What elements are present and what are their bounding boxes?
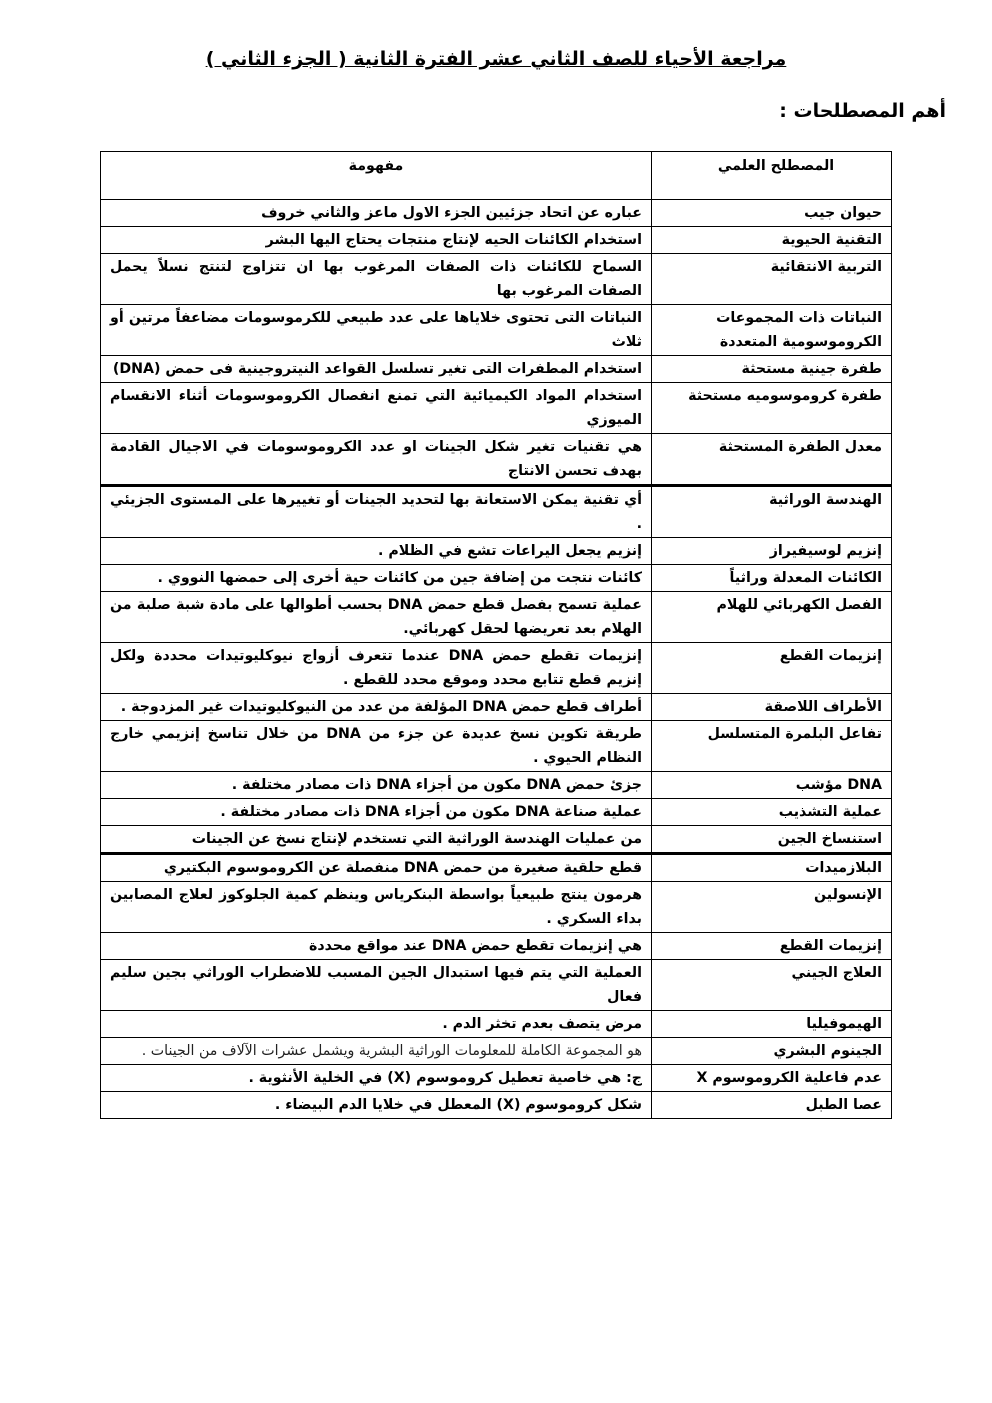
definition-cell: أي تقنية يمكن الاستعانة بها لتحديد الجينات أو تغييرها على المستوى الجزيئي . [101,486,652,538]
table-row [101,854,892,882]
table-row [101,305,892,356]
definition-cell: استخدام المواد الكيميائية التي تمنع انفصال الكروموسومات أثناء الانقسام الميوزي [101,383,652,434]
table-row [101,643,892,694]
section-heading: أهم المصطلحات : [779,100,946,122]
term-cell: الكائنات المعدلة وراثياً [652,565,892,592]
table-row [101,933,892,960]
definition-cell: هي تقنيات تغير شكل الجينات او عدد الكروموسومات في الاجيال القادمة بهدف تحسن الانتاج [101,434,652,486]
term-cell: طفرة كروموسوميه مستحثة [652,383,892,434]
table-row [101,826,892,854]
table-row [101,1092,892,1119]
definition-cell: شكل كروموسوم (X) المعطل في خلايا الدم البيضاء . [101,1092,652,1119]
term-cell: الإنسولين [652,882,892,933]
definition-cell: استخدام المطفرات التى تغير تسلسل القواعد النيتروجينية فى حمض (DNA) [101,356,652,383]
term-cell: الهيموفيليا [652,1011,892,1038]
term-cell: التربية الانتقائية [652,254,892,305]
term-cell: الجينوم البشري [652,1038,892,1065]
term-cell: الأطراف اللاصقة [652,694,892,721]
definition-cell: جزئ حمض DNA مكون من أجزاء DNA ذات مصادر مختلفة . [101,772,652,799]
definition-cell: مرض يتصف بعدم تخثر الدم . [101,1011,652,1038]
definition-cell: أطراف قطع حمض DNA المؤلفة من عدد من النيوكليوتيدات غير المزدوجة . [101,694,652,721]
table-row [101,227,892,254]
definition-cell: إنزيم يجعل اليراعات تشع في الظلام . [101,538,652,565]
table-row [101,1065,892,1092]
term-cell: استنساخ الجين [652,826,892,854]
term-cell: DNA مؤشب [652,772,892,799]
definition-cell: طريقة تكوين نسخ عديدة عن جزء من DNA من خلال تناسخ إنزيمي خارج النظام الحيوي . [101,721,652,772]
term-cell: الفصل الكهربائي للهلام [652,592,892,643]
definition-cell: من عمليات الهندسة الوراثية التي تستخدم لإنتاج نسخ عن الجينات [101,826,652,854]
table-row [101,200,892,227]
table-row [101,592,892,643]
term-cell: إنزيم لوسيفيراز [652,538,892,565]
table-row [101,721,892,772]
term-cell: العلاج الجيني [652,960,892,1011]
term-cell: التقنية الحيوية [652,227,892,254]
table-row [101,383,892,434]
term-cell: إنزيمات القطع [652,643,892,694]
header-definition: مفهومة [101,152,652,200]
term-cell: معدل الطفرة المستحثة [652,434,892,486]
table-row [101,538,892,565]
term-cell: النباتات ذات المجموعات الكروموسومية المتعددة [652,305,892,356]
term-cell: عدم فاعلية الكروموسوم X [652,1065,892,1092]
term-cell: طفرة جينية مستحثة [652,356,892,383]
table-row [101,254,892,305]
table-row [101,694,892,721]
definition-cell: عملية صناعة DNA مكون من أجزاء DNA ذات مصادر مختلفة . [101,799,652,826]
table-row [101,1011,892,1038]
table-header-row [101,152,892,200]
definition-cell: عباره عن اتحاد جزئيين الجزء الاول ماعز والثاني خروف [101,200,652,227]
definition-cell: العملية التي يتم فيها استبدال الجين المسبب للاضطراب الوراثي بجين سليم فعال [101,960,652,1011]
term-cell: إنزيمات القطع [652,933,892,960]
definition-cell: استخدام الكائنات الحيه لإنتاج منتجات يحتاج اليها البشر [101,227,652,254]
definition-cell: هي إنزيمات تقطع حمض DNA عند مواقع محددة [101,933,652,960]
definition-cell: السماح للكائنات ذات الصفات المرغوب بها ان تتزاوج لتنتج نسلاً يحمل الصفات المرغوب بها [101,254,652,305]
definition-cell: هرمون ينتج طبيعياً بواسطة البنكرياس وينظم كمية الجلوكوز لعلاج المصابين بداء السكري . [101,882,652,933]
table-row [101,565,892,592]
term-cell: عصا الطبل [652,1092,892,1119]
term-cell: تفاعل البلمرة المتسلسل [652,721,892,772]
page-title: مراجعة الأحياء للصف الثاني عشر الفترة الثانية ( الجزء الثاني ) [205,48,787,70]
term-cell: عملية التشذيب [652,799,892,826]
terms-table [100,151,892,1119]
table-row [101,486,892,538]
term-cell: حيوان جيب [652,200,892,227]
definition-cell: هو المجموعة الكاملة للمعلومات الوراثية البشرية ويشمل عشرات الآلاف من الجينات . [101,1038,652,1065]
term-cell: الهندسة الوراثية [652,486,892,538]
table-row [101,1038,892,1065]
definition-cell: قطع حلقية صغيرة من حمض DNA منفصلة عن الكروموسوم البكتيري [101,854,652,882]
table-row [101,882,892,933]
table-row [101,356,892,383]
definition-cell: ج: هي خاصية تعطيل كروموسوم (X) في الخلية الأنثوية . [101,1065,652,1092]
table-row [101,799,892,826]
table-row [101,960,892,1011]
definition-cell: كائنات نتجت من إضافة جين من كائنات حية أخرى إلى حمضها النووي . [101,565,652,592]
header-term: المصطلح العلمي [652,152,892,200]
definition-cell: إنزيمات تقطع حمض DNA عندما تتعرف أزواج نيوكليوتيدات محددة ولكل إنزيم قطع تتابع محدد وموقع محدد للقطع . [101,643,652,694]
definition-cell: عملية تسمح بفصل قطع حمض DNA بحسب أطوالها على مادة شبة صلبة من الهلام بعد تعريضها لحقل كهربائي. [101,592,652,643]
term-cell: البلازميدات [652,854,892,882]
table-row [101,434,892,486]
table-row [101,772,892,799]
definition-cell: النباتات التى تحتوى خلاياها على عدد طبيعي للكرموسومات مضاعفاً مرتين أو ثلاث [101,305,652,356]
